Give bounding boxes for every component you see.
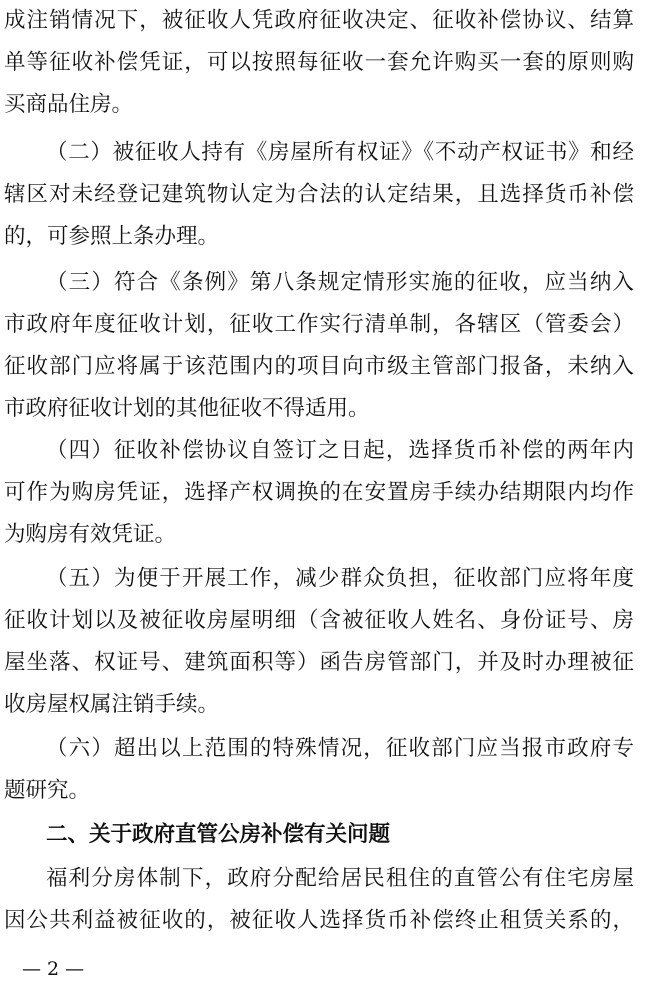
text-line: 可作为购房凭证，选择产权调换的在安置房手续办结期限内均作	[4, 480, 634, 505]
paragraph-first-line: （二）被征收人持有《房屋所有权证》《不动产权证书》和经	[46, 140, 634, 165]
text-line: 为购房有效凭证。	[4, 522, 177, 547]
text-line: 征收计划以及被征收房屋明细（含被征收人姓名、身份证号、房	[4, 608, 634, 633]
paragraph-first-line: （五）为便于开展工作，减少群众负担，征收部门应将年度	[46, 566, 634, 591]
text-line: 单等征收补偿凭证，可以按照每征收一套允许购买一套的原则购	[4, 50, 634, 75]
text-line: 市政府年度征收计划，征收工作实行清单制，各辖区（管委会）	[4, 312, 634, 337]
text-line: 屋坐落、权证号、建筑面积等）函告房管部门，并及时办理被征	[4, 650, 634, 675]
paragraph-first-line: （四）征收补偿协议自签订之日起，选择货币补偿的两年内	[46, 438, 634, 463]
section-heading: 二、关于政府直管公房补偿有关问题	[46, 822, 391, 847]
text-line: 的，可参照上条办理。	[4, 224, 220, 249]
text-line: 题研究。	[4, 778, 91, 803]
text-line: 市政府征收计划的其他征收不得适用。	[4, 396, 370, 421]
page-number: — 2 —	[22, 958, 85, 980]
paragraph-first-line: 福利分房体制下，政府分配给居民租住的直管公有住宅房屋	[46, 866, 634, 891]
text-line: 收房屋权属注销手续。	[4, 692, 220, 717]
text-line: 买商品住房。	[4, 92, 134, 117]
text-line: 因公共利益被征收的，被征收人选择货币补偿终止租赁关系的，	[4, 908, 634, 933]
paragraph-first-line: （六）超出以上范围的特殊情况，征收部门应当报市政府专	[46, 736, 634, 761]
text-line: 辖区对未经登记建筑物认定为合法的认定结果，且选择货币补偿	[4, 182, 634, 207]
paragraph-first-line: （三）符合《条例》第八条规定情形实施的征收，应当纳入	[46, 270, 634, 295]
text-line: 成注销情况下，被征收人凭政府征收决定、征收补偿协议、结算	[4, 8, 634, 33]
text-line: 征收部门应将属于该范围内的项目向市级主管部门报备，未纳入	[4, 354, 634, 379]
